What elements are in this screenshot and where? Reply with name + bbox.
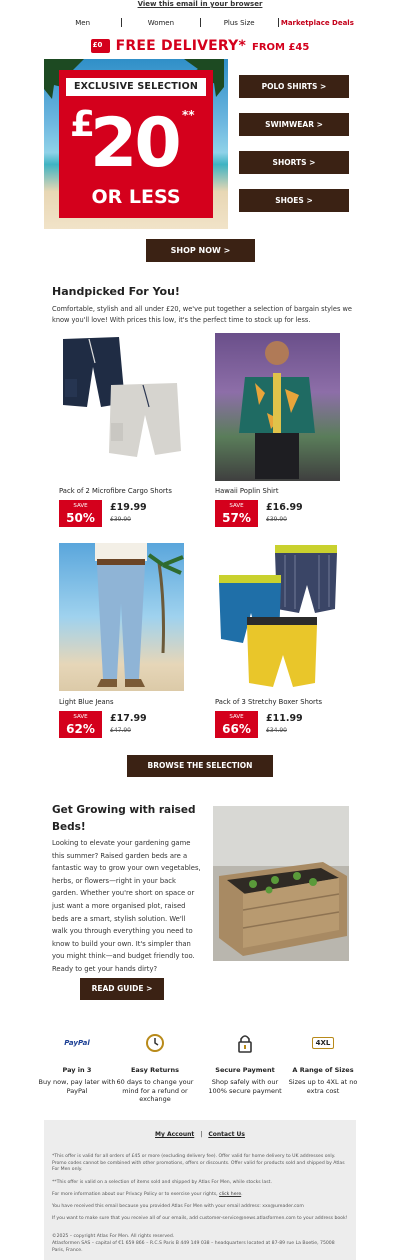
feature-secure-payment: Secure Payment Shop safely with our 100% secure payment	[203, 1032, 287, 1095]
browse-selection-button[interactable]: BROWSE THE SELECTION	[127, 755, 273, 777]
returns-icon	[113, 1032, 197, 1054]
footer-note-recipient: You have received this email because you provided Atlas For Men with your email address: xxx@ureader.com	[52, 1204, 304, 1209]
nav-women[interactable]: Women	[147, 18, 175, 27]
shoes-button[interactable]: SHOES >	[239, 189, 349, 212]
handpicked-body: Comfortable, stylish and all under £20, we've put together a selection of bargain styles we know you'll love! With prices this low, it's the perfect time to stock up for less.	[52, 305, 352, 324]
nav-men[interactable]: Men	[75, 18, 91, 27]
footer-note-selection: **This offer is valid on a selection of items sold and shipped by Atlas For Men, while stocks last.	[52, 1180, 272, 1185]
raised-bed-image[interactable]	[213, 806, 349, 961]
shorts-button[interactable]: SHORTS >	[239, 151, 349, 174]
delivery-headline: FREE DELIVERY*	[115, 38, 246, 54]
hero-amount: 20	[90, 104, 179, 183]
feature-range-of-sizes: 4XL A Range of Sizes Sizes up to 4XL at no extra cost	[281, 1032, 365, 1095]
delivery-threshold: FROM £45	[252, 41, 310, 53]
save-badge: SAVE 66%	[215, 711, 258, 738]
footer-copyright: ©2025 – copyright Atlas For Men. All rights reserved.	[52, 1234, 175, 1239]
feature-easy-returns: Easy Returns 60 days to change your mind for a refund or exchange	[113, 1032, 197, 1104]
product-old-price: £39.90	[266, 516, 287, 523]
my-account-link[interactable]: My Account	[155, 1131, 195, 1138]
footer-note-privacy: For more information about our Privacy Policy or to exercise your rights, click here.	[52, 1192, 243, 1197]
polo-shirts-button[interactable]: POLO SHIRTS >	[239, 75, 349, 98]
feature-pay-in-3: PayPal Pay in 3 Buy now, pay later with PayPal	[35, 1032, 119, 1095]
product-image-boxer-shorts[interactable]	[215, 543, 340, 691]
garden-title: Get Growing with raised Beds!	[52, 804, 196, 833]
footer-note-address-book: If you want to make sure that you receive all of our emails, add customer-service@news.atlasformen.com to your address book!	[52, 1216, 348, 1221]
hero-badge: EXCLUSIVE SELECTION	[66, 78, 206, 96]
product-name[interactable]: Light Blue Jeans	[59, 698, 114, 706]
nav-marketplace-deals[interactable]: Marketplace Deals	[280, 18, 354, 27]
read-guide-button[interactable]: READ GUIDE >	[80, 978, 164, 1000]
hero-suffix: OR LESS	[91, 186, 181, 208]
view-in-browser-link[interactable]: View this email in your browser	[137, 0, 263, 8]
save-badge: SAVE 62%	[59, 711, 102, 738]
footer-note-delivery: *This offer is valid for all orders of £45 or more (excluding delivery fee). Offer valid for home delivery to UK addresses only. Promo codes cannot be combined with other promotions, offers or discounts. Offer valid for products sold and shipped by Atlas For Men only.	[52, 1154, 345, 1173]
product-image-hawaii-shirt[interactable]	[215, 333, 340, 481]
hero-asterisks: **	[182, 108, 195, 122]
privacy-click-here-link[interactable]: click here	[219, 1192, 242, 1197]
shop-now-button[interactable]: SHOP NOW >	[146, 239, 255, 262]
padlock-icon	[203, 1032, 287, 1054]
top-nav	[44, 17, 356, 28]
product-old-price: £39.90	[110, 516, 131, 523]
footer-company-info: Atlasformen SAS – capital of €1 659 866 – R.C.S Paris B 449 149 038 – headquarters located at 87-89 rue La Boetie, 75008 Paris, France.	[52, 1241, 335, 1253]
save-badge: SAVE 57%	[215, 500, 258, 527]
product-price: £19.99	[110, 502, 147, 513]
size-tag-icon: 4XL	[281, 1032, 365, 1054]
footer-links: My Account | Contact Us	[155, 1131, 245, 1138]
hero-currency: £	[70, 104, 96, 145]
paypal-icon: PayPal	[64, 1039, 90, 1047]
product-name[interactable]: Pack of 2 Microfibre Cargo Shorts	[59, 487, 172, 495]
product-old-price: £47.90	[110, 727, 131, 734]
product-image-light-blue-jeans[interactable]	[59, 543, 184, 691]
handpicked-title: Handpicked For You!	[52, 285, 180, 298]
product-old-price: £34.90	[266, 727, 287, 734]
product-price: £11.99	[266, 713, 303, 724]
save-badge: SAVE 50%	[59, 500, 102, 527]
garden-body: Looking to elevate your gardening game this summer? Raised garden beds are a fantastic way to grow your own vegetables, herbs, or flowers—right in your back garden. Whether you're short on space or just want a more organised plot, raised beds are a smart, stylish solution. We'll walk you through everything you need to know to build your own. It's simpler than you might think—and budget friendly too. Ready to get your hands dirty?	[52, 839, 201, 973]
nav-plus-size[interactable]: Plus Size	[223, 18, 255, 27]
product-image-cargo-shorts[interactable]	[59, 333, 184, 481]
product-price: £16.99	[266, 502, 303, 513]
swimwear-button[interactable]: SWIMWEAR >	[239, 113, 349, 136]
contact-us-link[interactable]: Contact Us	[208, 1131, 245, 1138]
product-price: £17.99	[110, 713, 147, 724]
product-name[interactable]: Pack of 3 Stretchy Boxer Shorts	[215, 698, 323, 706]
free-delivery-banner[interactable]	[0, 35, 400, 57]
delivery-truck-icon: £0	[91, 39, 110, 53]
product-name[interactable]: Hawaii Poplin Shirt	[215, 487, 279, 495]
